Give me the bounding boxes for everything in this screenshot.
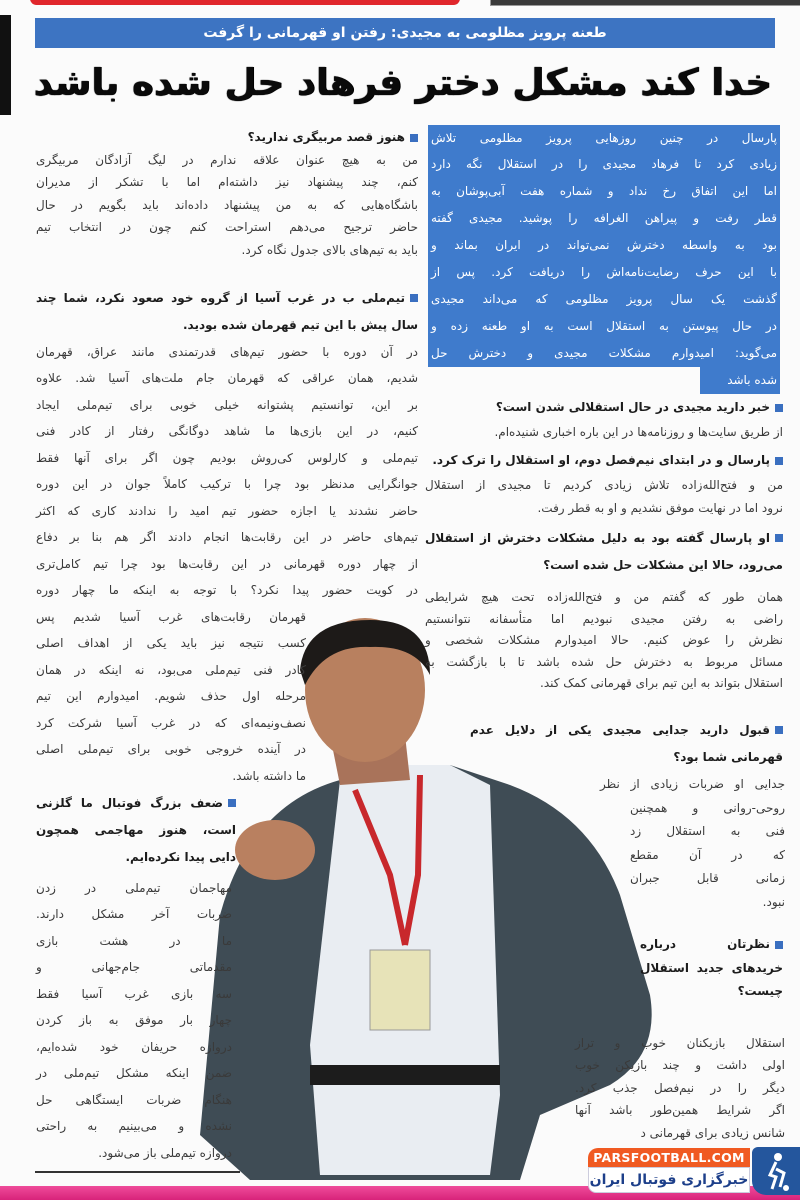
text-line: [425, 652, 783, 674]
line-text: کادر فنی تیم‌ملی می‌بود، نه اینکه در همان: [36, 662, 306, 677]
line-text: دیگر را در نیم‌فصل جذب کرد.: [575, 1080, 785, 1095]
line-text: نبود.: [762, 894, 785, 909]
line-text: دایی پیدا نکرده‌ایم.: [125, 849, 236, 864]
football-player-logo-icon: [752, 1147, 800, 1195]
text-line: [36, 239, 418, 262]
line-text: من و فتح‌الله‌زاده تلاش زیادی کردیم تا مجیدی از استقلال: [425, 477, 783, 492]
text-line: [640, 980, 783, 1004]
text-line: [36, 285, 418, 312]
top-image-edge: [490, 0, 800, 6]
line-text: در کویت حضور پیدا نکرد؟ با توجه به اینکه ما چهار دوره: [36, 583, 418, 598]
belt: [310, 1065, 500, 1085]
line-text: از چهار دوره قهرمانی در این رقابت‌ها بود چرا تیم کامل‌تری: [36, 556, 418, 571]
text-line: [36, 365, 418, 392]
text-line: [36, 1140, 232, 1167]
text-line: [428, 259, 780, 286]
text-line: [425, 587, 783, 609]
line-text: از طریق سایت‌ها و روزنامه‌ها در این باره اخباری شنیده‌ام.: [494, 425, 783, 439]
line-text: جدایی او ضربات زیادی از نظر: [600, 777, 785, 792]
text-line: [425, 421, 783, 443]
watermark-agency: خبرگزاری فوتبال ایران: [588, 1167, 750, 1193]
text-line: [630, 891, 785, 915]
text-line: [425, 552, 783, 579]
text-line: [36, 981, 232, 1008]
line-text: گذشت یک سال پرویز مظلومی که می‌داند مجیدی: [431, 291, 777, 306]
text-line: [36, 339, 418, 366]
line-text: در حال پیوستن به استقلال است به او طعنه زده و: [431, 318, 777, 333]
text-line: [36, 683, 306, 710]
text-line: [36, 194, 418, 217]
text-line: [575, 1099, 785, 1122]
text-line: [36, 954, 232, 981]
text-line: [36, 844, 236, 871]
line-text: همان طور که گفتم من و فتح‌الله‌زاده تحت هیچ شرایطی: [425, 590, 783, 605]
text-line: [36, 763, 306, 790]
line-text: او پارسال گفته بود به دلیل مشکلات دخترش از استقلال: [425, 530, 770, 545]
text-line: [470, 744, 783, 771]
text-line: [36, 710, 306, 737]
square-bullet-icon: [775, 457, 783, 465]
text-line: [36, 875, 232, 902]
text-line: [36, 604, 306, 631]
line-text: با این حرف رضایت‌نامه‌اش را دریافت کرد. پس از: [431, 265, 777, 280]
text-line: [36, 1007, 232, 1034]
line-text: خبر دارید مجیدی در حال استقلالی شدن است؟: [495, 400, 770, 414]
line-text: پارسال و در ابتدای نیم‌فصل دوم، او استقلال را ترک کرد.: [432, 453, 770, 467]
text-line: [36, 392, 418, 419]
line-text: قبول دارید جدایی مجیدی یکی از دلایل عدم: [470, 722, 770, 737]
text-line: [36, 901, 232, 928]
line-text: قهرمانی شما بود؟: [673, 749, 783, 764]
line-text: حاضر ترجیح می‌دهم استراحت کنم چون در انتخاب تیم: [36, 220, 418, 235]
line-text: می‌رود، حالا این مشکلات حل شده است؟: [543, 557, 783, 572]
top-red-banner: [30, 0, 460, 5]
line-text: راضی به رفتن مجیدی نبودیم اما متأسفانه نتوانستیم: [425, 611, 783, 626]
text-line: [428, 151, 780, 178]
line-text: نشده و می‌بینیم به راحتی: [36, 1119, 232, 1134]
text-line: [425, 474, 783, 497]
line-text: در آن دوره با حضور تیم‌های قدرتمندی مانند عراق، قهرمان: [36, 344, 418, 359]
line-text: تیم‌های حاضر در این رقابت‌ها انجام دادند اگر هم بنا بر دفاع: [36, 530, 418, 545]
text-line: [36, 498, 418, 525]
text-line: [640, 957, 783, 981]
line-text: جوانگرایی مدنظر بود چرا با ترکیب کاملاً جوان در این دوره: [36, 477, 418, 492]
line-text: فنی به استقلال زد: [630, 824, 785, 839]
line-text: تیم‌ملی ب در غرب آسیا از گروه خود صعود نکرد، شما چند: [36, 290, 405, 305]
line-text: شدیم، همان عراقی که قهرمان جام ملت‌های آسیا شد. علاوه: [36, 371, 418, 386]
line-text: قهرمان رقابت‌های غرب آسیا شدیم پس: [36, 609, 306, 624]
text-line: [36, 126, 418, 148]
square-bullet-icon: [228, 799, 236, 807]
text-line: [428, 205, 780, 232]
text-line: [640, 933, 783, 957]
line-text: مرحله اول حذف شویم. امیدوارم این تیم: [36, 689, 306, 704]
line-text: ما در هشت بازی: [36, 933, 232, 948]
line-text: کسب نتیجه نیز باید یکی از اهداف اصلی: [36, 636, 306, 651]
line-text: هنوز قصد مربیگری ندارید؟: [247, 130, 405, 144]
line-text: ضربات آخر مشکل دارند.: [36, 907, 232, 922]
text-line: [425, 396, 783, 418]
square-bullet-icon: [410, 134, 418, 142]
text-line: [36, 1060, 232, 1087]
text-line: [428, 178, 780, 205]
text-line: [36, 471, 418, 498]
text-line: [36, 1034, 232, 1061]
line-text: پارسال در چنین روزهایی پرویز مظلومی تلاش: [431, 130, 777, 145]
line-text: چهار بار موفق به باز کردن: [36, 1013, 232, 1028]
line-text: شانس زیادی برای قهرمانی د: [640, 1125, 785, 1140]
line-text: نظرش را عوض کنیم. حالا امیدوارم مشکلات شخصی و: [425, 633, 783, 648]
line-text: زیادی کرد تا فرهاد مجیدی را در استقلال نگه دارد: [431, 157, 777, 172]
square-bullet-icon: [775, 726, 783, 734]
text-line: [630, 820, 785, 844]
line-text: باید به تیم‌های بالای جدول نگاه کرد.: [241, 242, 418, 257]
line-text: بر این، توانستیم پشتوانه خیلی خوبی برای تیم‌ملی ایجاد: [36, 397, 418, 412]
text-line: [425, 449, 783, 471]
line-text: نصف‌ونیمه‌ای که در غرب آسیا شرکت کرد: [36, 715, 306, 730]
article-headline: خدا کند مشکل دختر فرهاد حل شده باشد: [33, 61, 772, 104]
text-line: [36, 171, 418, 194]
line-text: نرود اما در نهایت موفق نشدیم و او به قطر رفت.: [537, 500, 783, 515]
left-margin-bar: [0, 15, 11, 115]
text-line: [425, 673, 783, 695]
watermark-site: PARSFOOTBALL.COM: [588, 1148, 750, 1168]
line-text: می‌گوید: امیدوارم مشکلات مجیدی و دخترش حل: [431, 345, 777, 360]
text-line: [36, 817, 236, 844]
square-bullet-icon: [410, 294, 418, 302]
text-line: [428, 313, 780, 340]
line-text: من به هیچ عنوان علاقه ندارم در لیگ آزادگان مربیگری: [36, 152, 418, 167]
line-text: دروازه حریفان خود شده‌ایم،: [36, 1039, 232, 1054]
column-divider: [35, 1171, 240, 1173]
square-bullet-icon: [775, 404, 783, 412]
text-line: [36, 524, 418, 551]
text-line: [36, 736, 306, 763]
text-line: [36, 630, 306, 657]
text-line: [575, 1122, 785, 1145]
text-line: [428, 125, 780, 152]
text-line: [428, 340, 780, 367]
line-text: کنم، چند پیشنهاد نیز داشته‌ام اما با تشکر از مدیران: [36, 175, 418, 190]
line-text: اگر شرایط همین‌طور باشد آنها: [575, 1103, 785, 1118]
line-text: ما داشته باشد.: [232, 768, 306, 783]
text-line: [36, 1113, 232, 1140]
line-text: مهاجمان تیم‌ملی در زدن: [36, 880, 232, 895]
text-line: [425, 497, 783, 520]
line-text: ضعف بزرگ فوتبال ما گلزنی: [36, 795, 223, 810]
text-line: [575, 1054, 785, 1077]
line-text: است، هنوز مهاجمی همچون: [36, 822, 236, 837]
text-line: [36, 312, 418, 339]
line-text: استقلال بازیکنان خوب و تراز: [575, 1035, 785, 1050]
line-text: روحی-روانی و همچنین: [630, 800, 785, 815]
line-text: سه بازی غرب آسیا فقط: [36, 986, 232, 1001]
text-line: [36, 1087, 232, 1114]
line-text: قطر رفت و پیراهن الغرافه را پوشید. مجیدی گفته: [431, 211, 777, 226]
text-line: [630, 797, 785, 821]
line-text: تیم‌ملی و کارلوس کی‌روش بودیم چون اگر برای آنها فقط: [36, 450, 418, 465]
text-line: [630, 844, 785, 868]
text-line: [36, 216, 418, 239]
line-text: که در آن مقطع: [630, 847, 785, 862]
text-line: [36, 577, 418, 604]
line-text: زمانی قابل جبران: [630, 871, 785, 886]
text-line: [575, 1077, 785, 1100]
text-line: [428, 232, 780, 259]
text-line: [36, 657, 306, 684]
line-text: مسائل مربوط به دخترش حل شده باشد تا با بازگشت به: [425, 654, 783, 669]
text-line: [36, 928, 232, 955]
text-line: [600, 773, 785, 797]
text-line: [470, 717, 783, 744]
text-line: [425, 609, 783, 631]
text-line: [36, 445, 418, 472]
line-text: چیست؟: [737, 984, 783, 999]
text-line: [36, 149, 418, 172]
article-subtitle: طعنه پرویز مظلومی به مجیدی: رفتن او قهرمانی را گرفت: [35, 18, 775, 48]
text-line: [700, 367, 780, 394]
text-line: [428, 286, 780, 313]
line-text: در آینده خروجی خوبی برای تیم‌ملی اصلی: [36, 742, 306, 757]
hand: [235, 820, 315, 880]
text-line: [575, 1032, 785, 1055]
line-text: حاضر نشدند یا اجازه حضور تیم امید را ندادند کاری که اکثر: [36, 503, 418, 518]
line-text: باشگاه‌هایی که به من پیشنهاد داده‌اند باید بگویم در حال: [36, 197, 418, 212]
line-text: نظرتان درباره: [640, 937, 770, 952]
text-line: [630, 867, 785, 891]
square-bullet-icon: [775, 534, 783, 542]
line-text: خریدهای جدید استقلال: [640, 960, 783, 975]
line-text: اما این اتفاق رخ نداد و شماره هفت آبی‌پوشان به: [431, 184, 777, 199]
text-line: [425, 630, 783, 652]
line-text: ضمن اینکه مشکل تیم‌ملی در: [36, 1066, 232, 1081]
line-text: سال پیش با این تیم قهرمان شده بودید.: [183, 317, 418, 332]
line-text: استقلال بتواند به این تیم برای قهرمانی کمک کند.: [540, 676, 783, 691]
line-text: اولی داشت و چند بازیکن خوب: [575, 1058, 785, 1073]
text-line: [36, 790, 236, 817]
line-text: مقدماتی جام‌جهانی و: [36, 960, 232, 975]
text-line: [36, 418, 418, 445]
line-text: دروازه تیم‌ملی باز می‌شود.: [98, 1145, 232, 1160]
line-text: شده باشد: [727, 372, 777, 387]
square-bullet-icon: [775, 941, 783, 949]
text-line: [36, 551, 418, 578]
id-badge: [370, 950, 430, 1030]
line-text: بود به واسطه دخترش نمی‌تواند در ایران بماند و: [431, 238, 777, 253]
line-text: کنیم، در این بازی‌ها ما شاهد دوگانگی رفتار از کادر فنی: [36, 424, 418, 439]
line-text: هنگام ضربات ایستگاهی حل: [36, 1092, 232, 1107]
text-line: [425, 525, 783, 552]
